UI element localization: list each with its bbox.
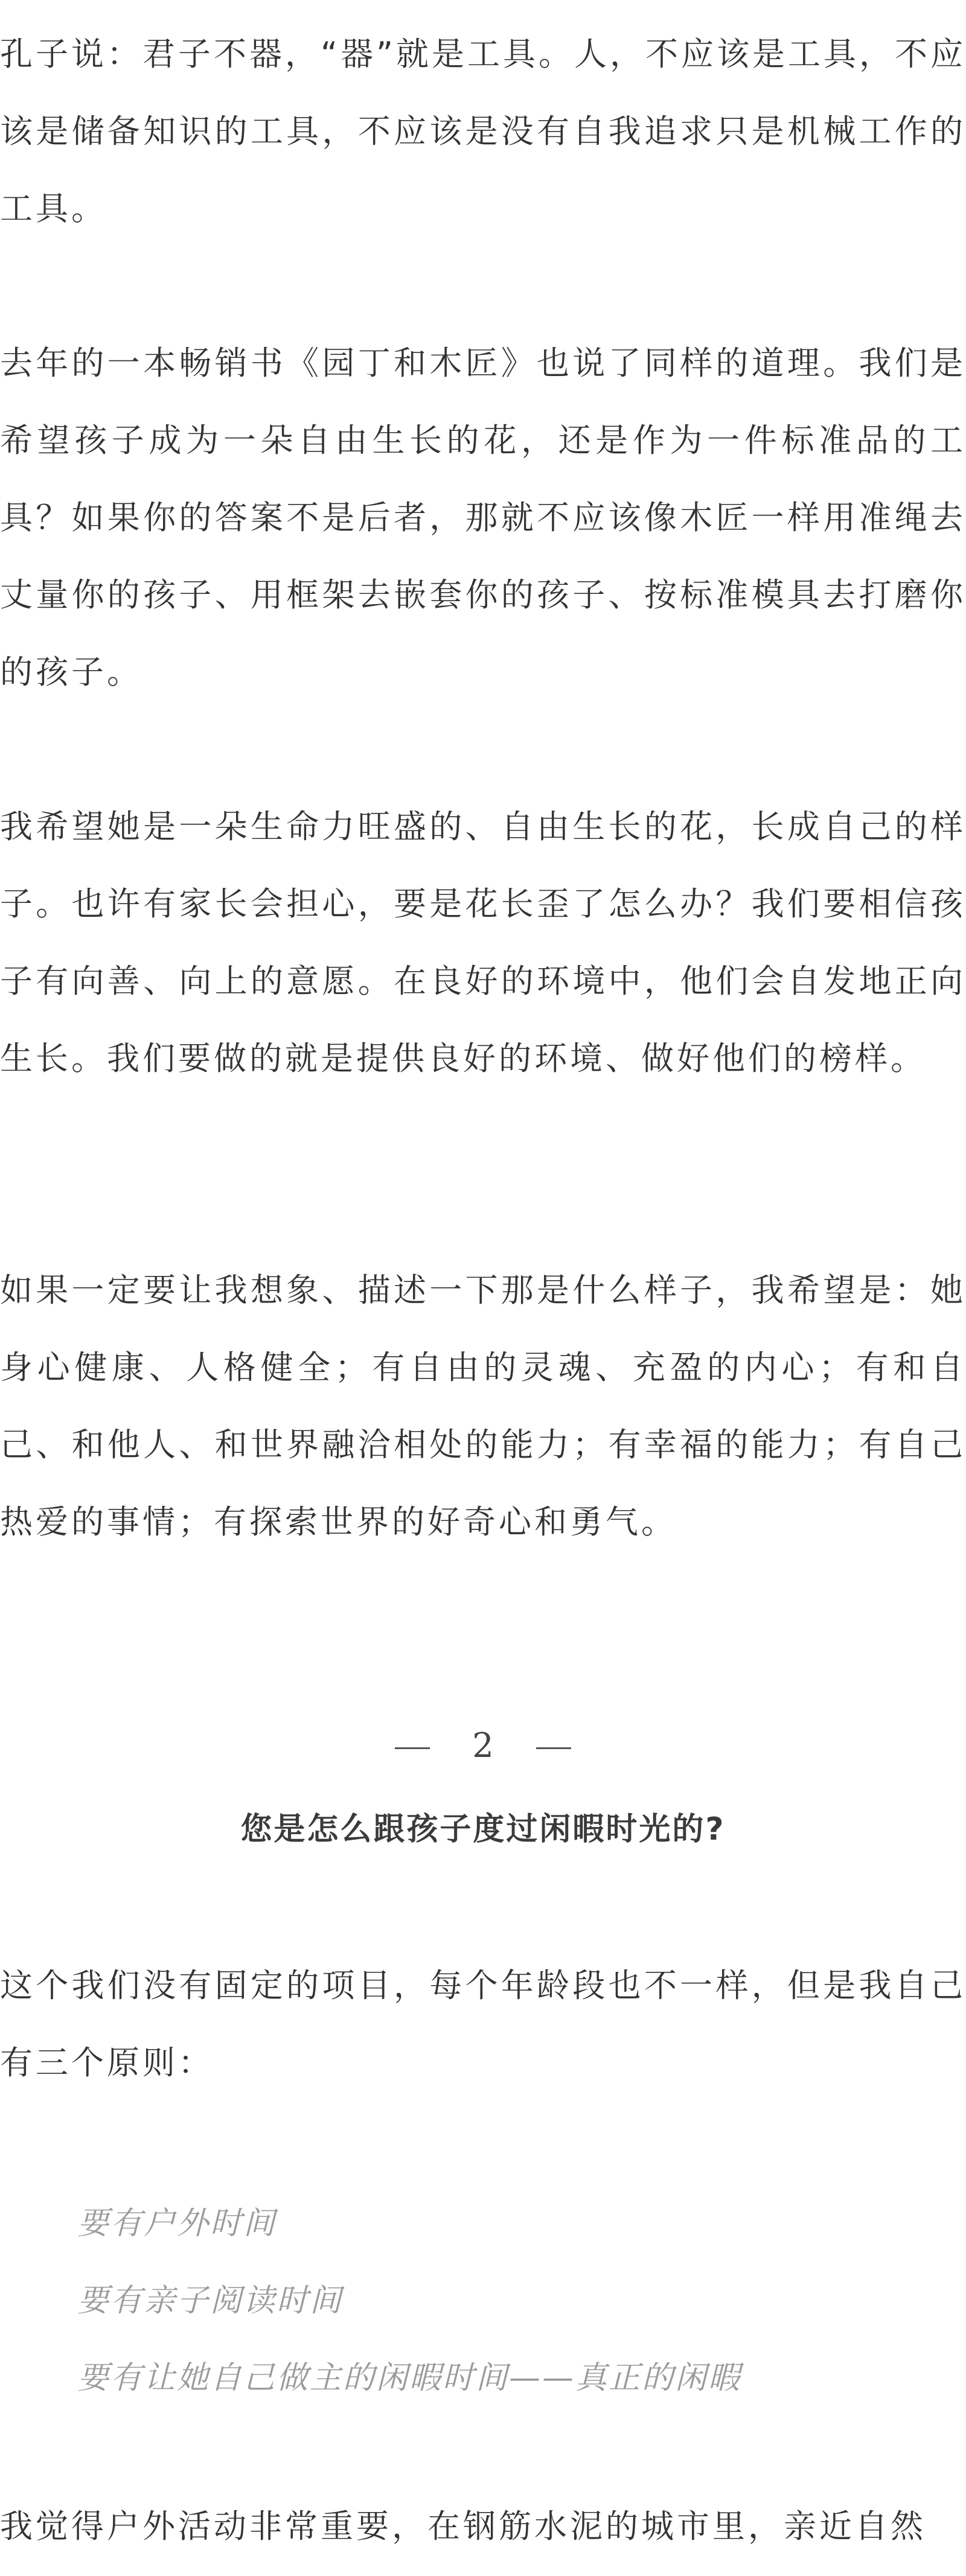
principle-item-outdoor: 要有户外时间 — [77, 2205, 277, 2242]
principle-item-free-time: 要有让她自己做主的闲暇时间——真正的闲暇 — [77, 2360, 742, 2396]
section-dash-left — [395, 1747, 430, 1749]
section-number: 2 — [472, 1726, 494, 1765]
paragraph-outdoor-activities: 我觉得户外活动非常重要，在钢筋水泥的城市里，亲近自然 — [0, 2507, 926, 2545]
section-dash-right — [536, 1747, 571, 1749]
paragraph-free-growing-flower: 我希望她是一朵生命力旺盛的、自由生长的花，长成自己的样子。也许有家长会担心，要是花长歪了怎么办？我们要相信孩子有向善、向上的意愿。在良好的环境中，他们会自发地正向生长。我们要做的就是提供良好的环境、做好他们的榜样。 — [0, 808, 966, 1077]
paragraph-confucius: 孔子说：君子不器，“器”就是工具。人，不应该是工具，不应该是储备知识的工具，不应该是没有自我追求只是机械工作的工具。 — [0, 35, 966, 228]
section-number-heading — [0, 1726, 966, 1765]
principles-list — [77, 2185, 741, 2417]
paragraph-gardener-carpenter: 去年的一本畅销书《园丁和木匠》也说了同样的道理。我们是希望孩子成为一朵自由生长的花，还是作为一件标准品的工具？如果你的答案不是后者，那就不应该像木匠一样用准绳去丈量你的孩子、用框架去嵌套你的孩子、按标准模具去打磨你的孩子。 — [0, 344, 966, 691]
paragraph-three-principles-intro: 这个我们没有固定的项目，每个年龄段也不一样，但是我自己有三个原则： — [0, 1966, 966, 2082]
principle-item-reading: 要有亲子阅读时间 — [77, 2283, 344, 2319]
paragraph-hopes-description: 如果一定要让我想象、描述一下那是什么样子，我希望是：她身心健康、人格健全；有自由的灵魂、充盈的内心；有和自己、和他人、和世界融洽相处的能力；有幸福的能力；有自己热爱的事情；有探索世界的好奇心和勇气。 — [0, 1271, 966, 1541]
section-title: 您是怎么跟孩子度过闲暇时光的? — [240, 1811, 726, 1848]
